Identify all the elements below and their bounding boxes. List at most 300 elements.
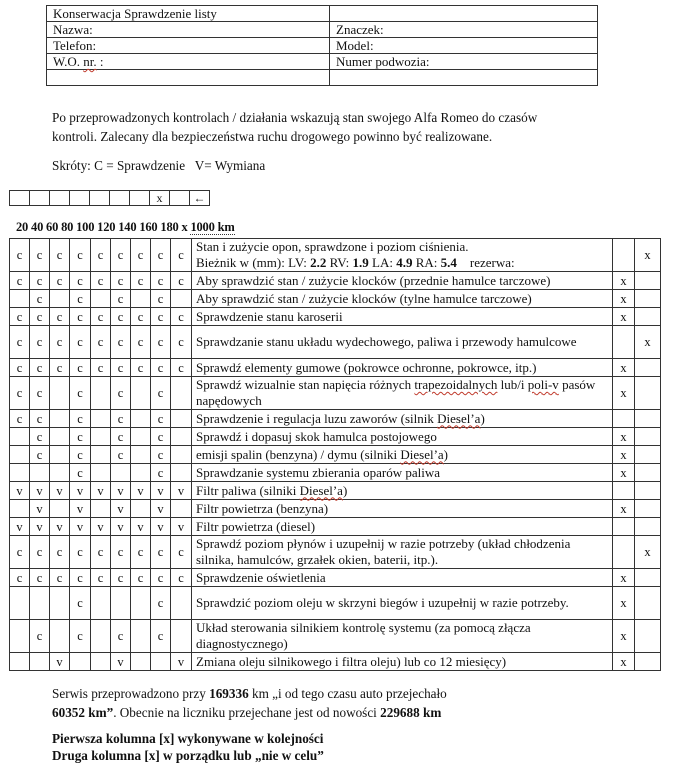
checklist-row (10, 653, 661, 671)
task-description: Filtr powietrza (diesel) (192, 518, 613, 536)
ok-check-cell[interactable]: x (635, 239, 661, 272)
marker-cell[interactable] (30, 191, 50, 206)
ok-check-cell[interactable] (635, 569, 661, 587)
interval-mark-60k[interactable]: v (50, 518, 70, 536)
interval-mark-120k[interactable]: v (111, 482, 131, 500)
performed-check-cell[interactable]: x (613, 653, 635, 671)
intro-paragraph (52, 108, 612, 146)
interval-mark-160k[interactable] (151, 653, 171, 671)
interval-mark-60k[interactable]: c (50, 326, 70, 359)
checklist-row (10, 446, 661, 464)
marker-cell[interactable] (50, 191, 70, 206)
checklist-row (10, 239, 661, 272)
interval-mark-140k[interactable]: v (131, 518, 151, 536)
interval-mark-20k[interactable]: c (10, 272, 30, 290)
interval-mark-80k[interactable]: c (70, 464, 91, 482)
tread-ra: 5.4 (440, 255, 457, 270)
interval-mark-180k[interactable] (171, 500, 192, 518)
interval-mark-80k[interactable]: v (70, 482, 91, 500)
interval-mark-120k[interactable]: c (111, 446, 131, 464)
interval-mark-100k[interactable] (91, 653, 111, 671)
interval-mark-180k[interactable]: c (171, 536, 192, 569)
interval-mark-120k[interactable]: c (111, 359, 131, 377)
interval-mark-140k[interactable]: v (131, 482, 151, 500)
interval-mark-20k[interactable] (10, 620, 30, 653)
checklist-row (10, 500, 661, 518)
interval-mark-80k[interactable]: c (70, 308, 91, 326)
interval-mark-100k[interactable] (91, 377, 111, 410)
interval-mark-20k[interactable]: c (10, 359, 30, 377)
interval-mark-140k[interactable]: c (131, 272, 151, 290)
performed-check-cell[interactable] (613, 239, 635, 272)
interval-mark-140k[interactable] (131, 446, 151, 464)
ok-check-cell[interactable] (635, 290, 661, 308)
first-column-note: Pierwsza kolumna [x] wykonywane w kolejności (52, 731, 324, 746)
interval-mark-120k[interactable]: c (111, 377, 131, 410)
interval-mark-20k[interactable] (10, 500, 30, 518)
intro-line-1: Po przeprowadzonych kontrolach / działania wskazują stan swojego Alfa Romeo do czasów (52, 110, 538, 125)
interval-mark-140k[interactable]: c (131, 536, 151, 569)
performed-check-cell[interactable]: x (613, 428, 635, 446)
interval-mark-80k[interactable]: c (70, 410, 91, 428)
task-description: Sprawdzenie i regulacja luzu zaworów (silnik Diesel’a) (192, 410, 613, 428)
performed-check-cell[interactable]: x (613, 446, 635, 464)
marker-cell[interactable] (90, 191, 110, 206)
interval-mark-100k[interactable]: v (91, 482, 111, 500)
interval-mark-140k[interactable]: c (131, 359, 151, 377)
performed-check-cell[interactable]: x (613, 359, 635, 377)
maintenance-checklist-table (9, 238, 661, 671)
interval-mark-80k[interactable]: c (70, 272, 91, 290)
interval-mark-60k[interactable]: c (50, 359, 70, 377)
arrow-left-icon[interactable]: ← (190, 191, 210, 206)
task-description: Sprawdzenie stanu karoserii (192, 308, 613, 326)
interval-mark-40k[interactable]: c (30, 326, 50, 359)
interval-mark-100k[interactable] (91, 410, 111, 428)
interval-mark-60k[interactable] (50, 410, 70, 428)
interval-mark-120k[interactable]: c (111, 239, 131, 272)
interval-mark-180k[interactable]: c (171, 326, 192, 359)
interval-mark-100k[interactable] (91, 464, 111, 482)
interval-mark-180k[interactable]: c (171, 359, 192, 377)
interval-mark-100k[interactable]: c (91, 308, 111, 326)
service-summary (52, 684, 652, 722)
task-description: Aby sprawdzić stan / zużycie klocków (tylne hamulce tarczowe) (192, 290, 613, 308)
work-order-suffix: : (96, 54, 104, 69)
performed-check-cell[interactable]: x (613, 272, 635, 290)
checklist-row (10, 620, 661, 653)
marker-cell[interactable] (110, 191, 130, 206)
interval-mark-140k[interactable] (131, 620, 151, 653)
interval-mark-140k[interactable] (131, 653, 151, 671)
interval-mark-160k[interactable]: c (151, 308, 171, 326)
interval-mark-180k[interactable]: c (171, 308, 192, 326)
interval-mark-80k[interactable]: c (70, 536, 91, 569)
interval-mark-120k[interactable]: v (111, 653, 131, 671)
interval-mark-80k[interactable]: c (70, 620, 91, 653)
interval-mark-20k[interactable]: c (10, 239, 30, 272)
ok-check-cell[interactable] (635, 410, 661, 428)
checklist-row (10, 290, 661, 308)
performed-check-cell[interactable] (613, 410, 635, 428)
interval-mark-20k[interactable]: c (10, 569, 30, 587)
task-description: Sprawdzanie systemu zbierania oparów paliwa (192, 464, 613, 482)
tread-ra-label: RA: (412, 255, 441, 270)
interval-mark-80k[interactable]: c (70, 587, 91, 620)
interval-mark-60k[interactable] (50, 290, 70, 308)
form-title-blank[interactable] (330, 6, 598, 22)
interval-mark-140k[interactable] (131, 377, 151, 410)
service-mid: km „i od tego czasu auto przejechało (248, 686, 447, 701)
task-description: Sprawdź poziom płynów i uzupełnij w razie potrzeby (układ chłodzenia silnika, hamulców, grzałek okien, baterii, itp.). (192, 536, 613, 569)
interval-mark-60k[interactable] (50, 377, 70, 410)
performed-check-cell[interactable] (613, 518, 635, 536)
model-field[interactable]: Model: (330, 38, 598, 54)
performed-check-cell[interactable] (613, 326, 635, 359)
marker-cell[interactable] (130, 191, 150, 206)
interval-mark-100k[interactable]: v (91, 518, 111, 536)
interval-mark-20k[interactable] (10, 464, 30, 482)
interval-mark-140k[interactable] (131, 500, 151, 518)
task-description: Sprawdź wizualnie stan napięcia różnych trapezoidalnych lub/i poli-v pasów napędowych (192, 377, 613, 410)
interval-mark-60k[interactable]: v (50, 482, 70, 500)
interval-mark-60k[interactable]: c (50, 239, 70, 272)
interval-mark-100k[interactable]: c (91, 272, 111, 290)
task-description (192, 239, 613, 272)
interval-mark-20k[interactable] (10, 446, 30, 464)
interval-mark-120k[interactable] (111, 464, 131, 482)
checklist-row (10, 359, 661, 377)
ok-check-cell[interactable] (635, 272, 661, 290)
interval-mark-60k[interactable]: c (50, 536, 70, 569)
checklist-row (10, 569, 661, 587)
task-description: Sprawdzanie stanu układu wydechowego, paliwa i przewody hamulcowe (192, 326, 613, 359)
ok-check-cell[interactable] (635, 308, 661, 326)
interval-mark-60k[interactable]: c (50, 272, 70, 290)
ok-check-cell[interactable]: x (635, 536, 661, 569)
ok-check-cell[interactable] (635, 587, 661, 620)
interval-mark-60k[interactable]: v (50, 653, 70, 671)
checklist-row (10, 518, 661, 536)
interval-mark-180k[interactable] (171, 620, 192, 653)
ok-check-cell[interactable] (635, 653, 661, 671)
tread-rv-label: RV: (326, 255, 353, 270)
interval-mark-120k[interactable]: c (111, 290, 131, 308)
marker-cell[interactable] (10, 191, 30, 206)
interval-mark-40k[interactable]: c (30, 359, 50, 377)
interval-mark-40k[interactable]: v (30, 518, 50, 536)
interval-mark-180k[interactable] (171, 587, 192, 620)
interval-mark-120k[interactable]: c (111, 410, 131, 428)
interval-mark-160k[interactable]: c (151, 569, 171, 587)
column-legend (52, 730, 324, 764)
interval-mark-120k[interactable]: v (111, 518, 131, 536)
interval-mark-100k[interactable] (91, 290, 111, 308)
abbreviations-legend: Skróty: C = Sprawdzenie V= Wymiana (52, 158, 266, 173)
interval-mark-100k[interactable] (91, 428, 111, 446)
phone-field[interactable]: Telefon: (47, 38, 330, 54)
ok-check-cell[interactable] (635, 500, 661, 518)
interval-mark-20k[interactable]: c (10, 326, 30, 359)
interval-mark-40k[interactable]: c (30, 410, 50, 428)
work-order-nr: nr. (83, 54, 97, 69)
task-description: Filtr powietrza (benzyna) (192, 500, 613, 518)
interval-mark-180k[interactable] (171, 464, 192, 482)
interval-mark-80k[interactable]: v (70, 500, 91, 518)
interval-mark-160k[interactable]: c (151, 272, 171, 290)
service-km: 169336 (209, 686, 249, 701)
interval-mark-20k[interactable]: c (10, 308, 30, 326)
vin-field[interactable]: Numer podwozia: (330, 54, 598, 70)
spelling-mark: poli-v (527, 377, 559, 392)
marker-cell[interactable]: x (150, 191, 170, 206)
blank-right-field[interactable] (330, 70, 598, 86)
interval-mark-40k[interactable]: c (30, 620, 50, 653)
interval-mark-160k[interactable]: c (151, 410, 171, 428)
interval-mark-120k[interactable]: c (111, 569, 131, 587)
interval-mark-120k[interactable]: c (111, 428, 131, 446)
interval-mark-40k[interactable]: v (30, 500, 50, 518)
interval-mark-180k[interactable]: v (171, 482, 192, 500)
interval-mark-60k[interactable]: c (50, 569, 70, 587)
interval-mark-40k[interactable]: c (30, 377, 50, 410)
interval-mark-80k[interactable]: c (70, 359, 91, 377)
task-description: Sprawdź elementy gumowe (pokrowce ochronne, pokrowce, itp.) (192, 359, 613, 377)
task-description: Filtr paliwa (silniki Diesel’a) (192, 482, 613, 500)
interval-mark-20k[interactable]: v (10, 482, 30, 500)
interval-mark-160k[interactable]: c (151, 359, 171, 377)
interval-mark-60k[interactable] (50, 500, 70, 518)
performed-check-cell[interactable] (613, 536, 635, 569)
interval-mark-80k[interactable]: c (70, 377, 91, 410)
service-summary-line-2 (52, 703, 652, 722)
interval-mark-40k[interactable] (30, 587, 50, 620)
interval-mark-60k[interactable] (50, 446, 70, 464)
marker-cell[interactable] (170, 191, 190, 206)
interval-mark-140k[interactable]: c (131, 308, 151, 326)
interval-mark-60k[interactable] (50, 587, 70, 620)
interval-mark-60k[interactable] (50, 620, 70, 653)
service-prefix: Serwis przeprowadzono przy (52, 686, 210, 701)
interval-mark-40k[interactable]: c (30, 308, 50, 326)
interval-mark-140k[interactable]: c (131, 239, 151, 272)
ok-check-cell[interactable] (635, 518, 661, 536)
interval-header (16, 220, 235, 235)
interval-mark-160k[interactable]: c (151, 377, 171, 410)
spelling-mark: Diesel’a (400, 446, 444, 462)
interval-mark-120k[interactable]: c (111, 620, 131, 653)
tread-rv: 1.9 (352, 255, 369, 270)
interval-mark-180k[interactable]: v (171, 518, 192, 536)
interval-mark-20k[interactable]: c (10, 536, 30, 569)
interval-mark-20k[interactable] (10, 653, 30, 671)
tread-la: 4.9 (396, 255, 413, 270)
interval-mark-40k[interactable] (30, 464, 50, 482)
interval-mark-20k[interactable]: c (10, 377, 30, 410)
customer-info-table (46, 5, 598, 86)
task-description: Aby sprawdzić stan / zużycie klocków (przednie hamulce tarczowe) (192, 272, 613, 290)
service-summary-line-1 (52, 684, 652, 703)
checklist-row (10, 272, 661, 290)
interval-mark-120k[interactable]: c (111, 536, 131, 569)
task-description: Sprawdź i dopasuj skok hamulca postojowego (192, 428, 613, 446)
interval-mark-140k[interactable] (131, 410, 151, 428)
performed-check-cell[interactable]: x (613, 587, 635, 620)
interval-mark-40k[interactable]: c (30, 569, 50, 587)
checklist-row (10, 482, 661, 500)
interval-marker-row (9, 190, 210, 206)
interval-mark-180k[interactable] (171, 428, 192, 446)
performed-check-cell[interactable]: x (613, 569, 635, 587)
interval-mark-160k[interactable]: c (151, 326, 171, 359)
odometer-prefix: . Obecnie na liczniku przejechane jest od nowości (113, 705, 381, 720)
task-description: emisji spalin (benzyna) / dymu (silniki Diesel’a) (192, 446, 613, 464)
interval-mark-40k[interactable] (30, 653, 50, 671)
ok-check-cell[interactable] (635, 446, 661, 464)
interval-mark-180k[interactable] (171, 410, 192, 428)
interval-mark-140k[interactable] (131, 587, 151, 620)
interval-mark-160k[interactable]: c (151, 428, 171, 446)
interval-mark-160k[interactable]: c (151, 587, 171, 620)
interval-mark-40k[interactable]: c (30, 239, 50, 272)
interval-mark-80k[interactable]: c (70, 239, 91, 272)
interval-mark-140k[interactable] (131, 464, 151, 482)
interval-mark-40k[interactable]: c (30, 446, 50, 464)
interval-mark-20k[interactable] (10, 587, 30, 620)
interval-mark-40k[interactable]: c (30, 272, 50, 290)
task-description: Układ sterowania silnikiem kontrolę systemu (za pomocą złącza diagnostycznego) (192, 620, 613, 653)
blank-left-field[interactable] (47, 70, 330, 86)
interval-mark-180k[interactable] (171, 377, 192, 410)
checklist-row (10, 464, 661, 482)
interval-mark-20k[interactable]: c (10, 410, 30, 428)
performed-check-cell[interactable]: x (613, 500, 635, 518)
interval-mark-160k[interactable]: c (151, 464, 171, 482)
interval-mark-80k[interactable] (70, 653, 91, 671)
interval-mark-80k[interactable]: c (70, 428, 91, 446)
interval-mark-180k[interactable] (171, 446, 192, 464)
checklist-row (10, 536, 661, 569)
performed-check-cell[interactable] (613, 482, 635, 500)
checklist-row (10, 377, 661, 410)
interval-mark-60k[interactable] (50, 428, 70, 446)
interval-mark-20k[interactable]: v (10, 518, 30, 536)
checklist-row (10, 326, 661, 359)
work-order-field[interactable] (47, 54, 330, 70)
interval-mark-100k[interactable]: c (91, 239, 111, 272)
performed-check-cell[interactable]: x (613, 620, 635, 653)
brand-field[interactable]: Znaczek: (330, 22, 598, 38)
interval-mark-160k[interactable]: v (151, 482, 171, 500)
driven-km: 60352 km” (52, 705, 114, 720)
spelling-mark: trapezoidalnych (414, 377, 498, 392)
form-title: Konserwacja Sprawdzenie listy (47, 6, 330, 22)
ok-check-cell[interactable] (635, 359, 661, 377)
interval-mark-40k[interactable]: v (30, 482, 50, 500)
interval-values: 20 40 60 80 100 120 140 160 180 x (16, 220, 191, 234)
performed-check-cell[interactable]: x (613, 308, 635, 326)
ok-check-cell[interactable] (635, 428, 661, 446)
interval-unit: 1000 km (190, 220, 235, 234)
interval-mark-180k[interactable]: c (171, 239, 192, 272)
interval-mark-180k[interactable]: c (171, 272, 192, 290)
interval-mark-140k[interactable] (131, 428, 151, 446)
interval-mark-100k[interactable] (91, 587, 111, 620)
interval-mark-160k[interactable]: v (151, 500, 171, 518)
interval-mark-100k[interactable]: c (91, 359, 111, 377)
interval-mark-60k[interactable]: c (50, 308, 70, 326)
checklist-row (10, 308, 661, 326)
interval-mark-180k[interactable]: v (171, 653, 192, 671)
interval-mark-40k[interactable]: c (30, 428, 50, 446)
interval-mark-80k[interactable]: c (70, 290, 91, 308)
interval-mark-80k[interactable]: c (70, 569, 91, 587)
interval-mark-120k[interactable] (111, 587, 131, 620)
interval-mark-120k[interactable]: v (111, 500, 131, 518)
ok-check-cell[interactable] (635, 482, 661, 500)
tread-lv: 2.2 (310, 255, 327, 270)
interval-mark-140k[interactable] (131, 290, 151, 308)
interval-mark-100k[interactable] (91, 446, 111, 464)
interval-mark-120k[interactable]: c (111, 326, 131, 359)
interval-mark-120k[interactable]: c (111, 308, 131, 326)
tread-depth-line (196, 255, 608, 271)
interval-mark-100k[interactable] (91, 500, 111, 518)
interval-mark-180k[interactable]: c (171, 569, 192, 587)
interval-mark-160k[interactable]: c (151, 620, 171, 653)
interval-mark-160k[interactable]: c (151, 536, 171, 569)
interval-mark-80k[interactable]: c (70, 326, 91, 359)
interval-mark-80k[interactable]: c (70, 446, 91, 464)
odometer-km: 229688 km (380, 705, 442, 720)
interval-mark-160k[interactable]: c (151, 446, 171, 464)
interval-mark-160k[interactable]: v (151, 518, 171, 536)
performed-check-cell[interactable]: x (613, 464, 635, 482)
ok-check-cell[interactable] (635, 377, 661, 410)
interval-mark-60k[interactable] (50, 464, 70, 482)
task-description: Zmiana oleju silnikowego i filtra oleju) lub co 12 miesięcy) (192, 653, 613, 671)
task-description: Sprawdzenie oświetlenia (192, 569, 613, 587)
interval-mark-20k[interactable] (10, 290, 30, 308)
marker-cell[interactable] (70, 191, 90, 206)
interval-mark-160k[interactable]: c (151, 290, 171, 308)
task-description: Sprawdzić poziom oleju w skrzyni biegów i uzupełnij w razie potrzeby. (192, 587, 613, 620)
interval-mark-40k[interactable]: c (30, 536, 50, 569)
ok-check-cell[interactable] (635, 464, 661, 482)
interval-mark-140k[interactable]: c (131, 569, 151, 587)
interval-mark-40k[interactable]: c (30, 290, 50, 308)
interval-mark-160k[interactable]: c (151, 239, 171, 272)
interval-mark-140k[interactable]: c (131, 326, 151, 359)
performed-check-cell[interactable]: x (613, 377, 635, 410)
interval-mark-180k[interactable] (171, 290, 192, 308)
spelling-mark: Diesel’a (437, 410, 481, 426)
interval-mark-100k[interactable]: c (91, 326, 111, 359)
performed-check-cell[interactable]: x (613, 290, 635, 308)
interval-mark-120k[interactable]: c (111, 272, 131, 290)
interval-mark-100k[interactable] (91, 620, 111, 653)
interval-mark-80k[interactable]: v (70, 518, 91, 536)
ok-check-cell[interactable] (635, 620, 661, 653)
name-field[interactable]: Nazwa: (47, 22, 330, 38)
ok-check-cell[interactable]: x (635, 326, 661, 359)
spelling-mark: Diesel’a (299, 482, 343, 498)
interval-mark-20k[interactable] (10, 428, 30, 446)
tread-prefix: Bieżnik w (mm): LV: (196, 255, 311, 270)
interval-mark-100k[interactable]: c (91, 569, 111, 587)
interval-mark-100k[interactable]: c (91, 536, 111, 569)
checklist-row (10, 410, 661, 428)
